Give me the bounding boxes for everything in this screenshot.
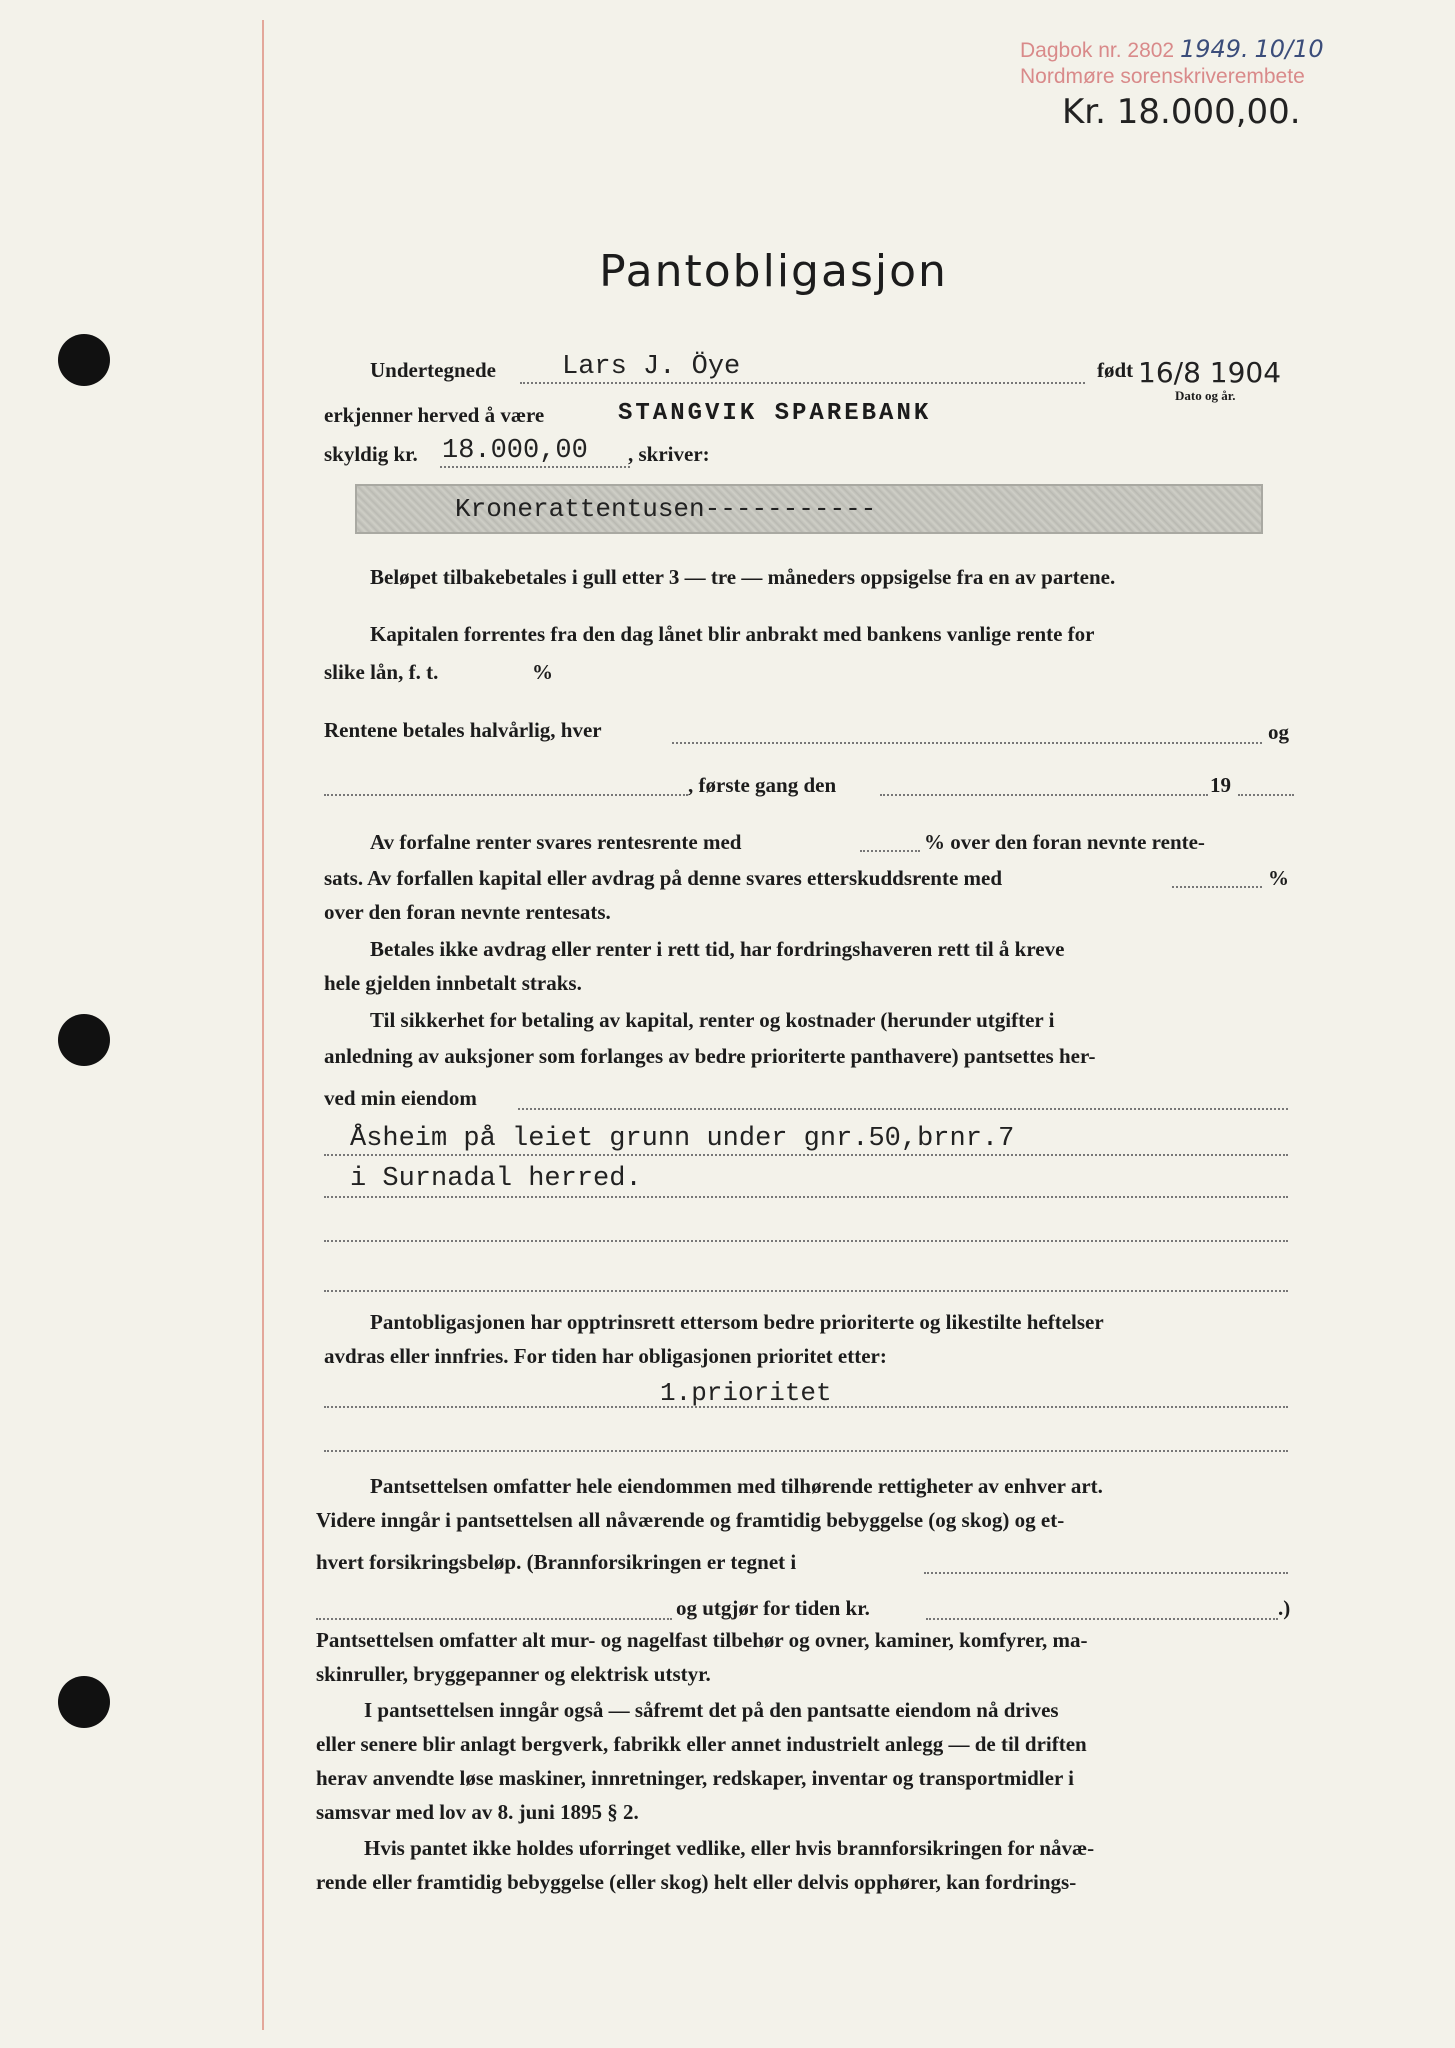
name-line xyxy=(520,382,1085,384)
og-label: og xyxy=(1268,720,1289,744)
para-interest-b: slike lån, f. t. xyxy=(324,660,439,684)
punch-hole-middle xyxy=(58,1014,110,1066)
stamp-line1: Dagbok nr. 2802 xyxy=(1020,39,1175,62)
skyldig-label: skyldig kr. xyxy=(324,442,418,466)
registry-stamp xyxy=(1020,36,1324,90)
para-half-yearly: Rentene betales halvårlig, hver xyxy=(324,718,602,742)
amount-in-words: Kronerattentusen----------- xyxy=(455,494,877,524)
para-maintenance-b: rende eller framtidig bebyggelse (eller skog) helt eller delvis opphører, kan fordrings- xyxy=(316,1870,1077,1894)
property-line-1 xyxy=(324,1154,1288,1156)
amount-header: Kr. 18.000,00. xyxy=(1062,92,1301,132)
para-industrial-d: samsvar med lov av 8. juni 1895 § 2. xyxy=(316,1800,639,1824)
amount-words-box xyxy=(355,484,1263,534)
para-scope-d: og utgjør for tiden kr. xyxy=(676,1596,870,1620)
para-rentesrente-c: over den foran nevnte rentesats. xyxy=(324,900,611,924)
property-line2: i Surnadal herred. xyxy=(350,1164,642,1194)
stamp-date: 10/10 xyxy=(1254,35,1324,63)
insurance-line-b xyxy=(316,1618,672,1620)
para-scope-a: Pantsettelsen omfatter hele eiendommen med tilhørende rettigheter av enhver art. xyxy=(370,1474,1103,1498)
fodt-label: født xyxy=(1097,358,1134,382)
para-industrial-c: herav anvendte løse maskiner, innretninger, redskaper, inventar og transportmidler i xyxy=(316,1766,1074,1790)
first-date-line-a xyxy=(324,794,688,796)
punch-hole-top xyxy=(58,334,110,386)
undertegnede-label: Undertegnede xyxy=(370,358,496,382)
stamp-year: 1949. xyxy=(1179,35,1249,63)
birth-date: 16/8 1904 xyxy=(1138,356,1282,389)
para-rentesrente-a2: % over den foran nevnte rente- xyxy=(924,830,1205,854)
para-industrial-b: eller senere blir anlagt bergverk, fabrikk eller annet industrielt anlegg — de til driften xyxy=(316,1732,1087,1756)
percent-sign-2: % xyxy=(1268,866,1289,890)
para-scope-e: .) xyxy=(1278,1596,1291,1620)
skriver-label: , skriver: xyxy=(628,442,710,466)
bank-name: STANGVIK SPAREBANK xyxy=(618,400,932,427)
insurance-line-c xyxy=(926,1618,1278,1620)
property-line1: Åsheim på leiet grunn under gnr.50,brnr.7 xyxy=(350,1124,1015,1154)
priority-line-2 xyxy=(324,1450,1288,1452)
property-line-2 xyxy=(324,1196,1288,1198)
para-rentesrente-b: sats. Av forfallen kapital eller avdrag på denne svares etterskuddsrente med xyxy=(324,866,1003,890)
para-security-a: Til sikkerhet for betaling av kapital, renter og kostnader (herunder utgifter i xyxy=(370,1008,1055,1032)
dato-note: Dato og år. xyxy=(1175,388,1236,403)
property-line-4 xyxy=(324,1290,1288,1292)
property-line-0 xyxy=(518,1108,1288,1110)
rentesrente-line xyxy=(860,850,920,852)
para-scope-b: Videre inngår i pantsettelsen all nåværende og framtidig bebyggelse (og skog) og et- xyxy=(316,1508,1065,1532)
percent-sign: % xyxy=(532,660,553,684)
para-default-a: Betales ikke avdrag eller renter i rett tid, har fordringshaveren rett til å kreve xyxy=(370,937,1065,961)
stamp-line2: Nordmøre sorenskriverembete xyxy=(1020,65,1305,88)
half-yearly-line xyxy=(672,742,1262,744)
para-priority-b: avdras eller innfries. For tiden har obligasjonen prioritet etter: xyxy=(324,1344,887,1368)
para-repayment: Beløpet tilbakebetales i gull etter 3 — tre — måneders oppsigelse fra en av partene. xyxy=(370,565,1116,589)
skyldig-amount: 18.000,00 xyxy=(442,436,588,466)
page-title: Pantobligasjon xyxy=(599,246,948,297)
punch-hole-bottom xyxy=(58,1676,110,1728)
para-default-b: hele gjelden innbetalt straks. xyxy=(324,971,582,995)
para-security-b: anledning av auksjoner som forlanges av bedre prioriterte panthavere) pantsettes her- xyxy=(324,1044,1096,1068)
property-line-3 xyxy=(324,1240,1288,1242)
para-priority-a: Pantobligasjonen har opptrinsrett ettersom bedre prioriterte og likestilte heftelser xyxy=(370,1310,1104,1334)
para-rentesrente-a: Av forfalne renter svares rentesrente med xyxy=(370,830,742,854)
etterskudd-line xyxy=(1172,886,1262,888)
skyldig-line xyxy=(440,466,630,468)
first-date-line-b xyxy=(880,794,1208,796)
para-interest-a: Kapitalen forrentes fra den dag lånet blir anbrakt med bankens vanlige rente for xyxy=(370,622,1095,646)
erkjenner-text: erkjenner herved å være xyxy=(324,403,545,427)
para-maintenance-a: Hvis pantet ikke holdes uforringet vedlike, eller hvis brannforsikringen for nåvæ- xyxy=(364,1836,1095,1860)
insurance-line-a xyxy=(924,1572,1288,1574)
priority-value: 1.prioritet xyxy=(660,1378,832,1408)
first-date-line-c xyxy=(1238,794,1294,796)
para-security-c: ved min eiendom xyxy=(324,1086,477,1110)
forste-gang-label: , første gang den xyxy=(688,773,837,797)
para-fixtures-b: skinruller, bryggepanner og elektrisk utstyr. xyxy=(316,1662,711,1686)
para-scope-c: hvert forsikringsbeløp. (Brannforsikringen er tegnet i xyxy=(316,1550,797,1574)
debtor-name: Lars J. Öye xyxy=(562,352,741,382)
para-fixtures-a: Pantsettelsen omfatter alt mur- og nagelfast tilbehør og ovner, kaminer, komfyrer, ma- xyxy=(316,1628,1088,1652)
year-19-label: 19 xyxy=(1210,773,1231,797)
para-industrial-a: I pantsettelsen inngår også — såfremt det på den pantsatte eiendom nå drives xyxy=(364,1698,1059,1722)
margin-rule xyxy=(262,20,264,2030)
priority-line-1 xyxy=(324,1406,1288,1408)
